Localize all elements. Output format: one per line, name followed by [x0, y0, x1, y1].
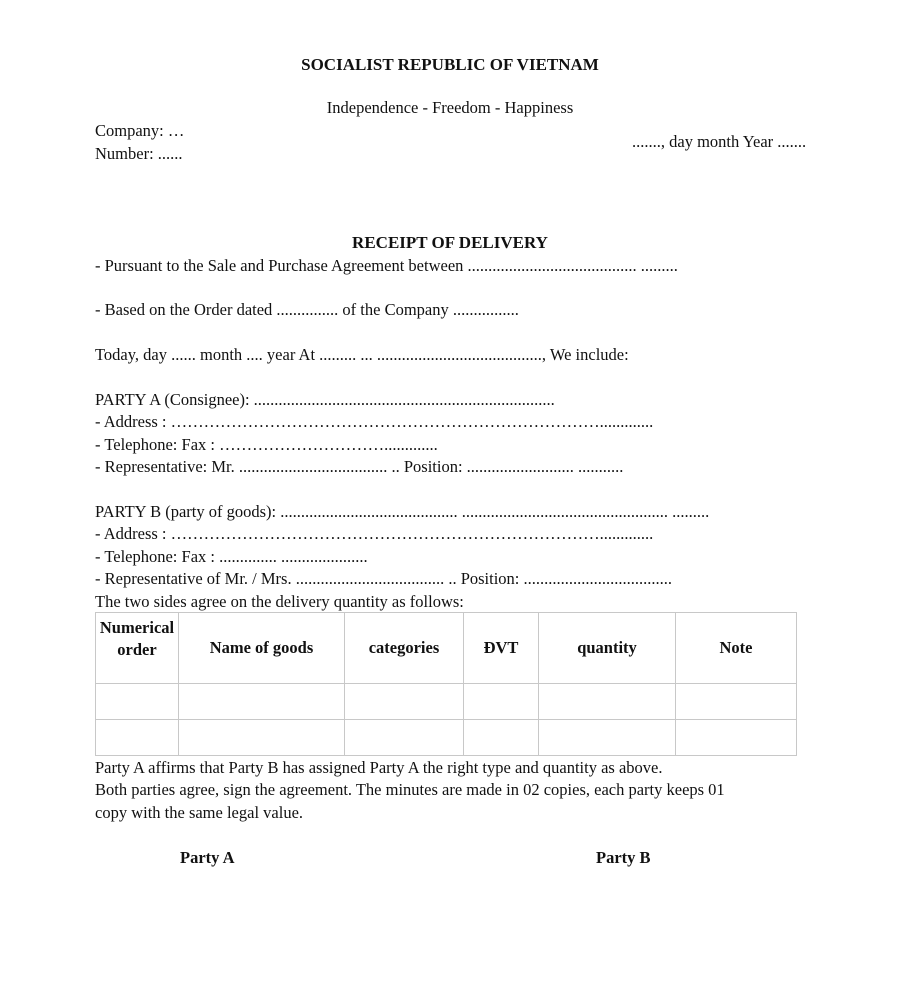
header-numerical-order-line2: order [117, 640, 157, 659]
party-a-address: - Address : ……………………………………………………………………............. [95, 412, 654, 431]
today-line: Today, day ...... month .... year At ......... ... ........................................, We include: [95, 345, 629, 364]
signature-party-a: Party A [180, 848, 235, 867]
affirm-line: Party A affirms that Party B has assigned Party A the right type and quantity as above. [95, 758, 663, 777]
nation-heading: SOCIALIST REPUBLIC OF VIETNAM [301, 55, 599, 74]
header-numerical-order-line1: Numerical [99, 618, 175, 637]
number-field: Number: ...... [95, 144, 183, 163]
table-cell[interactable] [96, 684, 179, 720]
agree-line-2: copy with the same legal value. [95, 803, 304, 822]
header-note: Note [676, 613, 797, 684]
party-b-heading: PARTY B (party of goods): ........................................... .................................................. ......... [95, 502, 710, 521]
party-a-telephone: - Telephone: Fax : …………………………............. [95, 435, 438, 454]
company-field: Company: … [95, 121, 185, 140]
table-cell[interactable] [345, 720, 464, 756]
table-intro: The two sides agree on the delivery quantity as follows: [95, 592, 464, 611]
header-name-of-goods: Name of goods [179, 613, 345, 684]
header-categories: categories [345, 613, 464, 684]
agree-line-1: Both parties agree, sign the agreement. The minutes are made in 02 copies, each party keeps 01 [95, 780, 725, 799]
table-cell[interactable] [676, 684, 797, 720]
order-line: - Based on the Order dated ............... of the Company ................ [95, 300, 519, 319]
party-b-representative: - Representative of Mr. / Mrs. .................................... .. Position: .................................... [95, 569, 673, 588]
party-b-telephone: - Telephone: Fax : .............. ..................... [95, 547, 368, 566]
table-row [96, 720, 797, 756]
pursuant-line: - Pursuant to the Sale and Purchase Agreement between ......................................... ......... [95, 256, 678, 275]
table-cell[interactable] [464, 684, 539, 720]
party-a-heading: PARTY A (Consignee): ......................................................................... [95, 390, 555, 409]
signature-party-b: Party B [596, 848, 651, 867]
table-header-row [96, 613, 797, 684]
table-cell[interactable] [676, 720, 797, 756]
document-title: RECEIPT OF DELIVERY [352, 233, 548, 252]
table-cell[interactable] [96, 720, 179, 756]
table-cell[interactable] [464, 720, 539, 756]
header-unit: ĐVT [464, 613, 539, 684]
table-cell[interactable] [179, 720, 345, 756]
table-row [96, 684, 797, 720]
header-quantity: quantity [539, 613, 676, 684]
motto: Independence - Freedom - Happiness [326, 98, 574, 117]
table-cell[interactable] [539, 720, 676, 756]
table-cell[interactable] [539, 684, 676, 720]
table-cell[interactable] [179, 684, 345, 720]
party-b-address: - Address : ……………………………………………………………………............. [95, 524, 654, 543]
table-cell[interactable] [345, 684, 464, 720]
party-a-representative: - Representative: Mr. .................................... .. Position: .......................... ........... [95, 457, 624, 476]
goods-table [95, 612, 797, 756]
date-field: ......., day month Year ....... [632, 132, 807, 151]
header-numerical-order [96, 613, 179, 684]
